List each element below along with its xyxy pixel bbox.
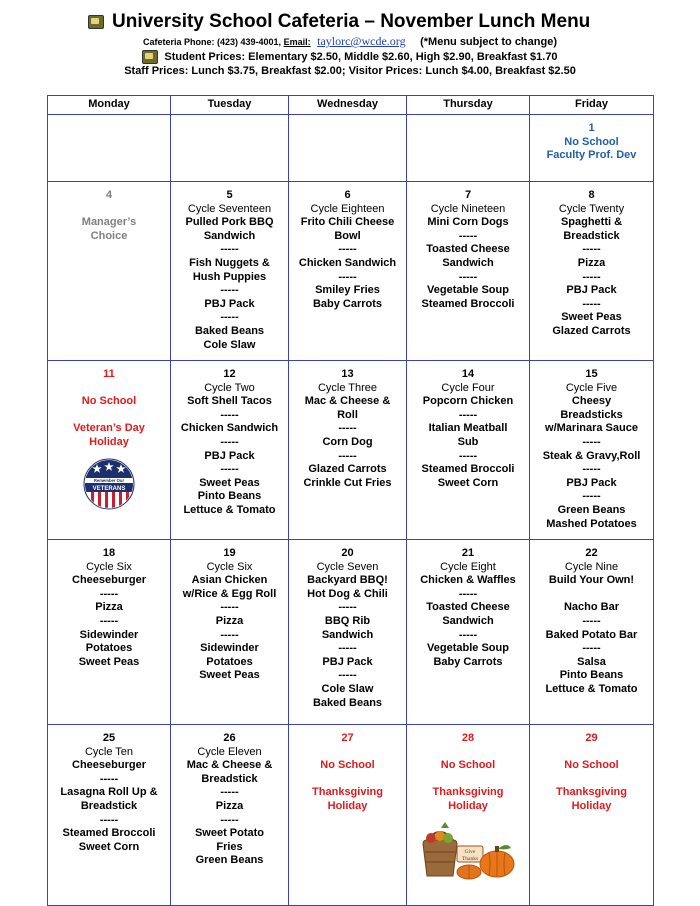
- menu-separator: -----: [458, 408, 478, 421]
- menu-item: Potatoes: [206, 655, 253, 668]
- day-cell-content: [291, 540, 404, 710]
- menu-item: Breadstick: [201, 772, 258, 785]
- week-row: [48, 540, 654, 725]
- school-building-icon: [142, 50, 158, 64]
- menu-item: Vegetable Soup: [427, 642, 509, 655]
- day-cell-content: [173, 115, 286, 122]
- menu-item: Steamed Broccoli: [421, 463, 515, 476]
- menu-cycle: Cycle Six: [206, 560, 253, 573]
- menu-item: Mac & Cheese &: [304, 395, 391, 408]
- day-cell: [407, 540, 530, 725]
- menu-item: PBJ Pack: [204, 297, 255, 310]
- menu-item: [50, 203, 168, 217]
- menu-separator: -----: [338, 669, 357, 682]
- menu-item: [291, 773, 404, 787]
- menu-item: Smiley Fries: [315, 284, 380, 297]
- menu-separator: -----: [99, 813, 119, 826]
- menu-item: Baked Beans: [194, 324, 265, 337]
- menu-cycle: Cycle Eleven: [197, 745, 262, 758]
- give-thanks-pumpkins-image: [419, 818, 517, 880]
- day-number: 25: [102, 732, 116, 744]
- day-cell: [48, 182, 171, 361]
- sign-text: Give: [464, 848, 476, 855]
- day-cell: [48, 115, 171, 182]
- menu-item: Breadsticks: [560, 408, 623, 421]
- menu-separator: -----: [220, 813, 239, 826]
- menu-separator: -----: [458, 449, 478, 462]
- day-number: 13: [341, 368, 354, 380]
- day-cell: [530, 115, 654, 182]
- menu-cycle: Cycle Eighteen: [310, 202, 385, 215]
- day-cell: [530, 182, 654, 361]
- menu-cycle: Cycle Seven: [316, 560, 379, 573]
- menu-separator: -----: [582, 435, 601, 448]
- day-cell: [530, 725, 654, 906]
- menu-item: Sub: [457, 435, 479, 448]
- week-row: [48, 182, 654, 361]
- menu-items: [173, 216, 286, 352]
- weekday-header: Friday: [530, 96, 654, 115]
- day-cell-content: [409, 182, 527, 311]
- day-cell: [530, 540, 654, 725]
- menu-item: No School: [440, 759, 496, 772]
- menu-note: (*Menu subject to change): [420, 36, 557, 48]
- day-cell-content: [291, 182, 404, 311]
- menu-item: PBJ Pack: [566, 284, 617, 297]
- day-number: 21: [461, 547, 475, 559]
- day-cell-content: [532, 725, 651, 814]
- day-cell-content: [291, 361, 404, 490]
- menu-item: Soft Shell Tacos: [187, 395, 272, 408]
- menu-item: w/Marinara Sauce: [545, 422, 638, 435]
- menu-item: [409, 746, 527, 760]
- menu-items: [291, 395, 404, 490]
- menu-separator: -----: [458, 270, 478, 283]
- menu-item: [532, 588, 651, 602]
- menu-item: Potatoes: [85, 642, 133, 655]
- menu-item: Cole Slaw: [203, 338, 256, 351]
- menu-item: Asian Chicken: [191, 574, 268, 587]
- day-cell-content: [50, 115, 168, 122]
- menu-item: Cheesy: [571, 395, 612, 408]
- menu-cycle: Cycle Six: [86, 560, 132, 573]
- day-cell: [289, 725, 407, 906]
- menu-item: [291, 746, 404, 760]
- weekday-header: Monday: [48, 96, 171, 115]
- day-cell: [289, 540, 407, 725]
- menu-item: Sidewinder: [79, 628, 139, 641]
- menu-items: [50, 382, 168, 450]
- day-number: 26: [223, 732, 236, 744]
- menu-cycle: Cycle Four: [441, 381, 495, 394]
- menu-item: Faculty Prof. Dev: [546, 149, 637, 162]
- menu-separator: -----: [220, 463, 239, 476]
- menu-item: PBJ Pack: [566, 476, 617, 489]
- day-cell-content: [409, 115, 527, 122]
- day-cell: [48, 725, 171, 906]
- menu-items: [409, 395, 527, 490]
- menu-separator: -----: [582, 642, 601, 655]
- menu-item: Lettuce & Tomato: [183, 503, 276, 516]
- menu-item: Frito Chili Cheese: [300, 216, 395, 229]
- menu-item: Popcorn Chicken: [422, 395, 514, 408]
- week-row: [48, 725, 654, 906]
- menu-header: [0, 0, 700, 94]
- menu-item: No School: [81, 395, 137, 408]
- menu-item: Sweet Peas: [78, 655, 140, 668]
- day-number: 27: [341, 732, 354, 744]
- day-cell: [407, 725, 530, 906]
- menu-separator: -----: [220, 435, 239, 448]
- menu-item: Chicken & Waffles: [420, 574, 516, 587]
- day-number: 28: [461, 732, 475, 744]
- day-cell: [407, 361, 530, 540]
- menu-item: Holiday: [448, 799, 488, 812]
- menu-items: [409, 216, 527, 311]
- menu-item: PBJ Pack: [322, 655, 373, 668]
- menu-item: No School: [320, 759, 375, 772]
- day-cell-content: [50, 361, 168, 510]
- menu-item: Lettuce & Tomato: [545, 682, 638, 695]
- menu-item: Hot Dog & Chili: [307, 587, 388, 600]
- menu-separator: -----: [582, 463, 601, 476]
- week-row: [48, 115, 654, 182]
- menu-items: [532, 574, 651, 696]
- day-number: 8: [588, 189, 595, 201]
- menu-separator: -----: [99, 587, 119, 600]
- menu-item: Steak & Gravy,Roll: [542, 449, 641, 462]
- menu-item: Sweet Corn: [78, 840, 140, 853]
- menu-item: Sidewinder: [200, 642, 259, 655]
- menu-item: Glazed Carrots: [308, 463, 387, 476]
- menu-item: Sweet Corn: [437, 476, 499, 489]
- menu-items: [50, 203, 168, 244]
- menu-item: Thanksgiving: [556, 786, 627, 799]
- day-number: 11: [103, 368, 115, 380]
- day-cell-content: [409, 725, 527, 880]
- day-cell: [289, 115, 407, 182]
- menu-separator: -----: [220, 311, 239, 324]
- remember-veterans-badge: [83, 458, 135, 510]
- day-cell: [289, 182, 407, 361]
- menu-separator: -----: [582, 297, 601, 310]
- day-cell-content: [409, 361, 527, 490]
- email-link[interactable]: taylorc@wcde.org: [317, 34, 406, 48]
- staff-prices: Staff Prices: Lunch $3.75, Breakfast $2.00; Visitor Prices: Lunch $4.00, Breakfast $2.50: [124, 65, 576, 77]
- menu-item: Lasagna Roll Up &: [60, 786, 158, 799]
- staff-prices-row: [0, 65, 700, 77]
- menu-items: [409, 574, 527, 669]
- menu-item: Toasted Cheese: [426, 243, 510, 256]
- menu-item: Pizza: [577, 256, 606, 269]
- day-cell-content: [409, 540, 527, 669]
- menu-item: [532, 773, 651, 787]
- day-cell: [48, 540, 171, 725]
- day-cell: [171, 725, 289, 906]
- menu-separator: -----: [458, 229, 478, 242]
- menu-separator: -----: [458, 628, 478, 641]
- menu-item: Sweet Peas: [199, 476, 260, 489]
- menu-separator: -----: [338, 422, 357, 435]
- day-number: 18: [102, 547, 116, 559]
- day-cell-content: [173, 725, 286, 868]
- menu-item: Mini Corn Dogs: [427, 216, 509, 229]
- menu-item: Crinkle Cut Fries: [303, 476, 392, 489]
- menu-item: Green Beans: [557, 503, 626, 516]
- menu-item: Pizza: [215, 799, 244, 812]
- menu-item: Fries: [216, 840, 243, 853]
- menu-item: Sweet Peas: [561, 311, 622, 324]
- menu-separator: -----: [220, 284, 239, 297]
- menu-item: [50, 409, 168, 423]
- menu-items: [532, 136, 651, 163]
- menu-item: Sandwich: [442, 614, 494, 627]
- menu-cycle: Cycle Three: [317, 381, 378, 394]
- day-cell-content: [50, 725, 168, 854]
- day-cell-content: [50, 182, 168, 243]
- menu-item: Mashed Potatoes: [546, 517, 637, 530]
- day-cell-content: [532, 361, 651, 531]
- page-title: University School Cafeteria – November Lunch Menu: [112, 11, 591, 32]
- menu-item: Backyard BBQ!: [307, 574, 388, 587]
- menu-item: Breadstick: [80, 799, 138, 812]
- menu-separator: -----: [220, 408, 239, 421]
- menu-items: [173, 395, 286, 517]
- day-number: 7: [464, 189, 472, 201]
- menu-cycle: Cycle Two: [204, 381, 255, 394]
- day-cell-content: [173, 540, 286, 683]
- menu-separator: -----: [338, 449, 357, 462]
- menu-item: Choice: [90, 229, 128, 242]
- menu-item: w/Rice & Egg Roll: [182, 587, 277, 600]
- menu-item: Glazed Carrots: [552, 324, 631, 337]
- menu-item: Pinto Beans: [559, 669, 624, 682]
- menu-cycle: Cycle Eight: [440, 560, 496, 573]
- day-number: 5: [226, 189, 233, 201]
- menu-items: [291, 574, 404, 710]
- weekday-header: Tuesday: [171, 96, 289, 115]
- menu-separator: -----: [99, 772, 119, 785]
- menu-item: Baked Potato Bar: [545, 628, 638, 641]
- menu-item: Baby Carrots: [433, 655, 503, 668]
- day-number: 22: [585, 547, 598, 559]
- menu-item: Roll: [337, 408, 358, 421]
- menu-separator: -----: [458, 587, 478, 600]
- menu-item: Steamed Broccoli: [62, 827, 156, 840]
- menu-items: [532, 746, 651, 814]
- menu-item: Vegetable Soup: [427, 284, 509, 297]
- menu-separator: -----: [582, 270, 601, 283]
- badge-text: VETERANS: [92, 485, 126, 492]
- menu-item: Baked Beans: [312, 696, 383, 709]
- phone-label: Cafeteria Phone: (423) 439-4001,: [142, 37, 282, 47]
- menu-item: Bowl: [334, 229, 361, 242]
- menu-cycle: Cycle Nine: [564, 560, 619, 573]
- menu-separator: -----: [582, 490, 601, 503]
- day-cell-content: [532, 115, 651, 163]
- day-cell-content: [291, 115, 404, 122]
- menu-item: Sandwich: [442, 256, 494, 269]
- menu-item: Sandwich: [321, 628, 374, 641]
- menu-item: Fish Nuggets &: [189, 256, 270, 269]
- day-cell-content: [532, 540, 651, 697]
- menu-cycle: Cycle Nineteen: [430, 202, 506, 215]
- menu-items: [291, 746, 404, 814]
- day-cell: [407, 115, 530, 182]
- day-cell-content: [173, 182, 286, 352]
- menu-item: Pizza: [215, 614, 244, 627]
- menu-item: Sweet Potato: [194, 827, 265, 840]
- day-number: 12: [223, 368, 236, 380]
- lunch-calendar: [47, 95, 654, 906]
- menu-item: Manager’s: [81, 216, 137, 229]
- day-number: 19: [223, 547, 236, 559]
- menu-item: Pizza: [95, 601, 123, 614]
- menu-items: [532, 216, 651, 338]
- day-number: 6: [344, 189, 351, 201]
- day-cell: [171, 361, 289, 540]
- menu-item: Spaghetti &: [560, 216, 623, 229]
- menu-cycle: Cycle Seventeen: [187, 202, 272, 215]
- school-building-icon: [88, 15, 104, 29]
- menu-item: Chicken Sandwich: [180, 422, 279, 435]
- menu-item: Thanksgiving: [432, 786, 504, 799]
- menu-item: Holiday: [571, 799, 612, 812]
- day-cell: [530, 361, 654, 540]
- menu-item: Hush Puppies: [192, 270, 267, 283]
- menu-item: [532, 746, 651, 760]
- menu-item: Toasted Cheese: [426, 601, 510, 614]
- menu-item: Sandwich: [203, 229, 256, 242]
- menu-item: [50, 382, 168, 396]
- menu-item: Veteran’s Day: [73, 422, 145, 435]
- menu-separator: -----: [220, 243, 239, 256]
- day-cell: [48, 361, 171, 540]
- week-row: [48, 361, 654, 540]
- menu-item: No School: [564, 759, 619, 772]
- menu-item: Holiday: [89, 435, 129, 448]
- menu-separator: -----: [338, 243, 357, 256]
- menu-item: PBJ Pack: [204, 449, 255, 462]
- menu-cycle: Cycle Twenty: [558, 202, 625, 215]
- email-label: Email:: [283, 37, 311, 47]
- menu-item: Breadstick: [563, 229, 620, 242]
- menu-item: Mac & Cheese &: [186, 759, 273, 772]
- menu-items: [173, 574, 286, 683]
- day-number: 4: [105, 189, 113, 201]
- menu-separator: -----: [338, 642, 357, 655]
- menu-item: Salsa: [577, 655, 606, 668]
- day-cell-content: [173, 361, 286, 518]
- menu-separator: -----: [582, 243, 601, 256]
- menu-item: Nacho Bar: [563, 601, 620, 614]
- menu-items: [50, 759, 168, 854]
- day-number: 15: [585, 368, 598, 380]
- menu-item: Cheeseburger: [72, 759, 146, 772]
- menu-item: BBQ Rib: [324, 614, 371, 627]
- menu-item: Thanksgiving: [312, 786, 383, 799]
- day-cell-content: [532, 182, 651, 339]
- menu-item: Cheeseburger: [72, 574, 146, 587]
- day-number: 14: [461, 368, 475, 380]
- menu-item: Pulled Pork BBQ: [185, 216, 274, 229]
- menu-items: [532, 395, 651, 531]
- day-cell-content: [291, 725, 404, 814]
- menu-cycle: Cycle Five: [565, 381, 618, 394]
- day-number: 1: [588, 122, 595, 134]
- day-cell: [289, 361, 407, 540]
- menu-separator: -----: [338, 601, 357, 614]
- menu-item: No School: [564, 135, 619, 148]
- menu-item: Corn Dog: [322, 435, 373, 448]
- menu-item: Chicken Sandwich: [298, 256, 397, 269]
- menu-item: Holiday: [327, 799, 368, 812]
- day-number: 20: [341, 547, 354, 559]
- menu-items: [173, 759, 286, 868]
- menu-separator: -----: [338, 270, 357, 283]
- menu-separator: -----: [220, 786, 239, 799]
- menu-separator: -----: [220, 601, 239, 614]
- menu-item: Cole Slaw: [321, 682, 374, 695]
- weekday-header: Wednesday: [289, 96, 407, 115]
- day-cell: [407, 182, 530, 361]
- menu-cycle: Cycle Ten: [84, 745, 134, 758]
- day-cell-content: [50, 540, 168, 669]
- menu-separator: -----: [582, 614, 601, 627]
- sign-text: Thanks: [461, 855, 479, 862]
- menu-separator: -----: [99, 614, 119, 627]
- menu-item: Green Beans: [195, 854, 264, 867]
- menu-items: [291, 216, 404, 311]
- day-cell: [171, 540, 289, 725]
- student-prices: Student Prices: Elementary $2.50, Middle $2.60, High $2.90, Breakfast $1.70: [164, 51, 558, 63]
- menu-item: Sweet Peas: [199, 669, 260, 682]
- menu-item: [409, 773, 527, 787]
- menu-item: Baby Carrots: [312, 297, 383, 310]
- menu-item: Build Your Own!: [548, 574, 635, 587]
- weekday-header-row: [48, 96, 654, 115]
- menu-items: [409, 746, 527, 814]
- day-cell: [171, 115, 289, 182]
- contact-row: [0, 34, 700, 49]
- title-row: [88, 10, 648, 34]
- day-number: 29: [585, 732, 598, 744]
- menu-items: [50, 574, 168, 669]
- day-cell: [171, 182, 289, 361]
- student-prices-row: [0, 50, 700, 64]
- menu-item: Italian Meatball: [428, 422, 508, 435]
- menu-item: Pinto Beans: [197, 490, 262, 503]
- menu-item: Steamed Broccoli: [421, 297, 515, 310]
- badge-text: Remember Our: [93, 477, 125, 483]
- menu-separator: -----: [220, 628, 239, 641]
- weekday-header: Thursday: [407, 96, 530, 115]
